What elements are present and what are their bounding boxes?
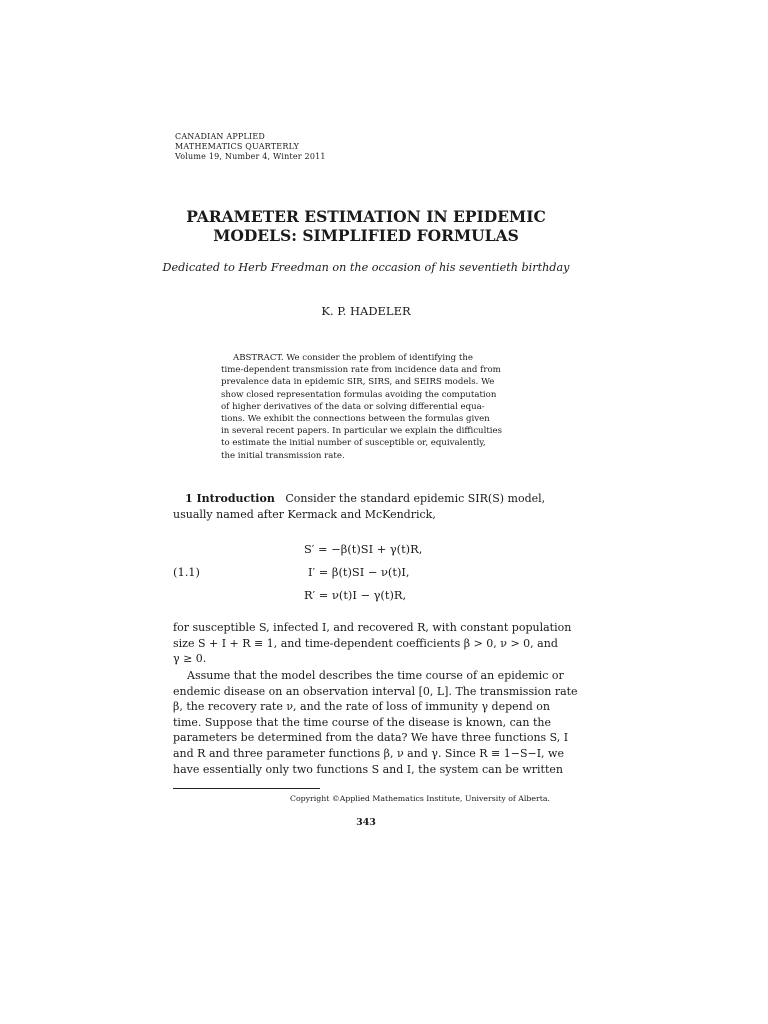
equation-s: S′ = −β(t)SI + γ(t)R,	[304, 542, 423, 556]
abstract-line: the initial transmission rate.	[221, 450, 345, 461]
equation-number: (1.1)	[173, 565, 201, 579]
abstract-line: tions. We exhibit the connections between the formulas given	[221, 414, 490, 425]
abstract-line: in several recent papers. In particular we explain the difficulties	[221, 426, 503, 437]
paper-title	[150, 207, 582, 245]
abstract-line: show closed representation formulas avoiding the computation	[221, 389, 497, 400]
intro-line-2: usually named after Kermack and McKendrick,	[173, 507, 436, 521]
paragraph-line: and R and three parameter functions β, ν and γ. Since R ≡ 1−S−I, we	[173, 746, 564, 760]
abstract-line: to estimate the initial number of susceptible or, equivalently,	[221, 438, 486, 449]
paragraph-line: parameters be determined from the data? We have three functions S, I	[173, 731, 569, 745]
intro-text: Consider the standard epidemic SIR(S) model,	[285, 492, 546, 505]
journal-volume: Volume 19, Number 4, Winter 2011	[175, 152, 326, 161]
paragraph-line: Assume that the model describes the time course of an epidemic or	[187, 669, 564, 682]
copyright-footnote: Copyright ©Applied Mathematics Institute, University of Alberta.	[290, 794, 551, 803]
journal-name-line2: MATHEMATICS QUARTERLY	[175, 142, 300, 151]
intro-line-1	[173, 491, 563, 507]
section-heading: 1 Introduction	[185, 492, 275, 505]
page-number: 343	[356, 817, 376, 828]
paragraph-line: for susceptible S, infected I, and recovered R, with constant population	[173, 621, 572, 634]
equation-i: I′ = β(t)SI − ν(t)I,	[308, 565, 410, 579]
paragraph-2	[173, 620, 572, 667]
abstract-line: ABSTRACT. We consider the problem of identifying the	[233, 353, 473, 363]
title-line-2: MODELS: SIMPLIFIED FORMULAS	[213, 226, 519, 245]
paragraph-line: have essentially only two functions S and I, the system can be written	[173, 762, 563, 776]
abstract	[221, 352, 511, 462]
paragraph-line: γ ≥ 0.	[173, 652, 207, 666]
journal-name-line1: CANADIAN APPLIED	[175, 132, 266, 141]
dedication: Dedicated to Herb Freedman on the occasion of his seventieth birthday	[162, 261, 570, 274]
author: K. P. HADELER	[321, 304, 411, 318]
footnote-rule	[173, 788, 320, 789]
equation-r: R′ = ν(t)I − γ(t)R,	[304, 588, 407, 602]
journal-header	[175, 132, 326, 162]
introduction	[173, 491, 563, 522]
paragraph-line: time. Suppose that the time course of the disease is known, can the	[173, 715, 551, 729]
abstract-line: time-dependent transmission rate from incidence data and from	[221, 365, 501, 376]
paragraph-line: endemic disease on an observation interval [0, L]. The transmission rate	[173, 684, 578, 698]
paragraph-3	[173, 668, 578, 777]
equation-system	[173, 538, 563, 608]
paragraph-line: size S + I + R ≡ 1, and time-dependent coefficients β > 0, ν > 0, and	[173, 636, 558, 650]
abstract-line: of higher derivatives of the data or solving differential equa-	[221, 401, 485, 412]
paragraph-line: β, the recovery rate ν, and the rate of loss of immunity γ depend on	[173, 700, 550, 714]
title-line-1: PARAMETER ESTIMATION IN EPIDEMIC	[186, 207, 546, 226]
abstract-line: prevalence data in epidemic SIR, SIRS, and SEIRS models. We	[221, 377, 495, 388]
